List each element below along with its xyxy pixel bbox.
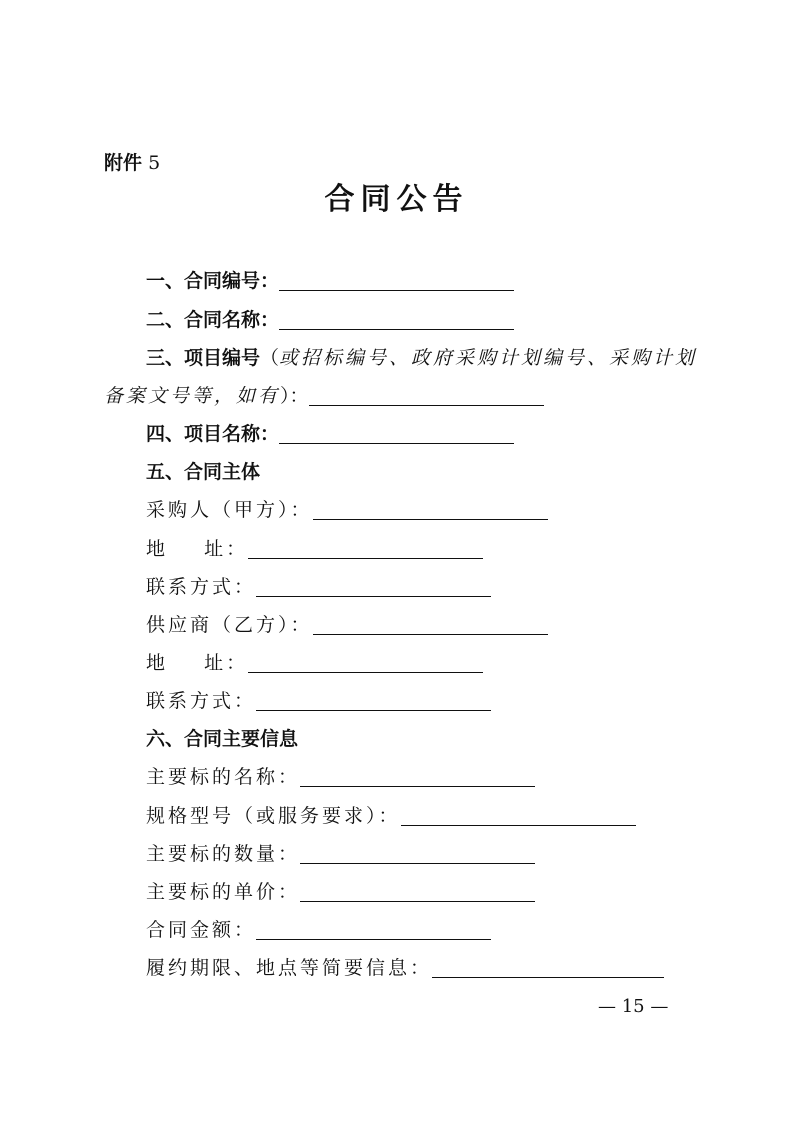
field-label: 地 址： (146, 652, 249, 674)
attachment-text: 附件 (104, 152, 143, 174)
field-label: 四、项目名称： (146, 423, 280, 445)
field-unit-price (146, 879, 535, 905)
blank-line (313, 519, 548, 520)
field-label: 一、合同编号： (146, 270, 280, 292)
section-heading: 六、合同主要信息 (146, 728, 299, 750)
blank-line (309, 405, 544, 406)
field-label: 主要标的名称： (146, 766, 301, 788)
field-purchaser (146, 497, 548, 523)
field-label: 联系方式： (146, 576, 257, 598)
field-label: 履约期限、地点等简要信息： (146, 957, 433, 979)
field-project-number (146, 345, 697, 371)
field-contract-name (146, 307, 514, 333)
blank-line (432, 977, 664, 978)
field-label: 三、项目编号 (146, 347, 261, 369)
field-label: 主要标的单价： (146, 881, 301, 903)
field-amount (146, 917, 491, 943)
field-purchaser-contact (146, 574, 491, 600)
field-label: 合同金额： (146, 919, 257, 941)
blank-line (300, 786, 535, 787)
field-label: 主要标的数量： (146, 843, 301, 865)
field-quantity (146, 841, 535, 867)
field-supplier-address (146, 650, 483, 676)
field-note: 备案文号等，如有 (104, 385, 281, 407)
field-label: 采购人（甲方）： (146, 499, 313, 521)
attachment-label (104, 150, 160, 176)
attachment-number: 5 (148, 152, 161, 174)
field-spec (146, 803, 636, 829)
field-label: 规格型号（或服务要求）： (146, 805, 401, 827)
field-item-name (146, 764, 535, 790)
field-supplier (146, 612, 548, 638)
field-project-name (146, 421, 514, 447)
blank-line (256, 710, 491, 711)
field-contract-number (146, 268, 514, 294)
field-label: 地 址： (146, 538, 249, 560)
field-supplier-contact (146, 688, 491, 714)
blank-line (248, 558, 483, 559)
blank-line (248, 672, 483, 673)
paren-close: ）： (280, 385, 309, 407)
field-label: 供应商（乙方）： (146, 614, 313, 636)
blank-line (300, 863, 535, 864)
section-heading: 五、合同主体 (146, 461, 261, 483)
field-term (146, 955, 664, 981)
blank-line (279, 443, 514, 444)
field-label: 联系方式： (146, 690, 257, 712)
page-number: — 15 — (598, 996, 669, 1017)
field-purchaser-address (146, 536, 483, 562)
field-label: 二、合同名称： (146, 309, 280, 331)
blank-line (300, 901, 535, 902)
blank-line (279, 290, 514, 291)
field-note: 或招标编号、政府采购计划编号、采购计划 (279, 347, 698, 369)
blank-line (401, 825, 636, 826)
paren-open: （ (260, 347, 280, 369)
section-contract-info (146, 726, 298, 752)
page-title: 合同公告 (324, 182, 469, 217)
section-contract-parties (146, 459, 260, 485)
field-project-number-cont (104, 383, 544, 409)
blank-line (256, 596, 491, 597)
blank-line (279, 329, 514, 330)
blank-line (313, 634, 548, 635)
blank-line (256, 939, 491, 940)
